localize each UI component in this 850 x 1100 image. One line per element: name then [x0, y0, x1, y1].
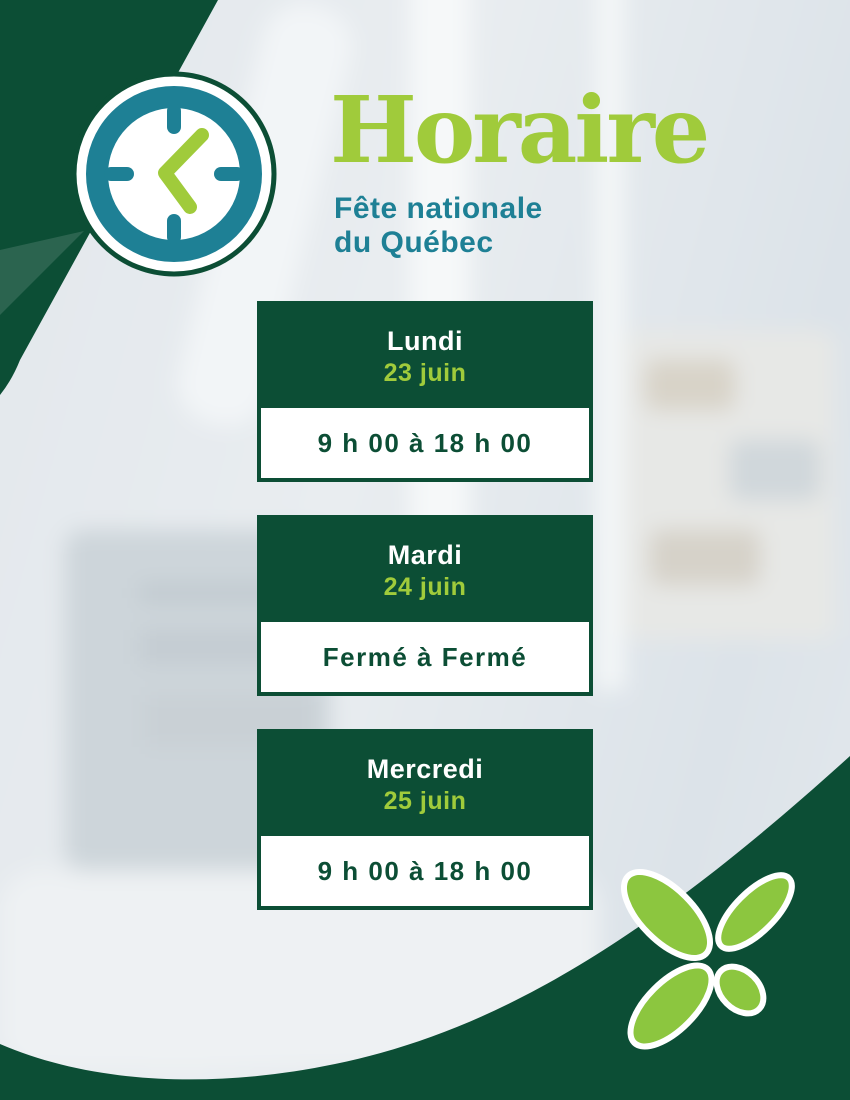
schedule-card-body	[261, 408, 589, 478]
schedule-card	[257, 729, 593, 910]
schedule-card-header	[261, 305, 589, 408]
schedule-card	[257, 515, 593, 696]
date-label: 25 juin	[383, 786, 467, 815]
day-label: Mardi	[387, 539, 463, 570]
date-label: 24 juin	[383, 572, 467, 601]
schedule-card-header	[261, 519, 589, 622]
schedule-list	[257, 301, 593, 943]
hours-value: 9 h 00 à 18 h 00	[317, 427, 533, 458]
schedule-card-body	[261, 836, 589, 906]
hours-value: Fermé à Fermé	[322, 641, 528, 672]
clock-icon	[68, 68, 280, 280]
schedule-card-body	[261, 622, 589, 692]
poster-subtitle-line2: du Québec	[334, 226, 494, 259]
day-label: Lundi	[387, 325, 463, 356]
hours-value: 9 h 00 à 18 h 00	[317, 855, 533, 886]
poster-title: Horaire	[330, 76, 708, 184]
poster-subtitle-line1: Fête nationale	[334, 192, 543, 225]
day-label: Mercredi	[366, 753, 484, 784]
date-label: 23 juin	[383, 358, 467, 387]
schedule-card	[257, 301, 593, 482]
schedule-card-header	[261, 733, 589, 836]
poster-subtitle	[334, 192, 543, 260]
